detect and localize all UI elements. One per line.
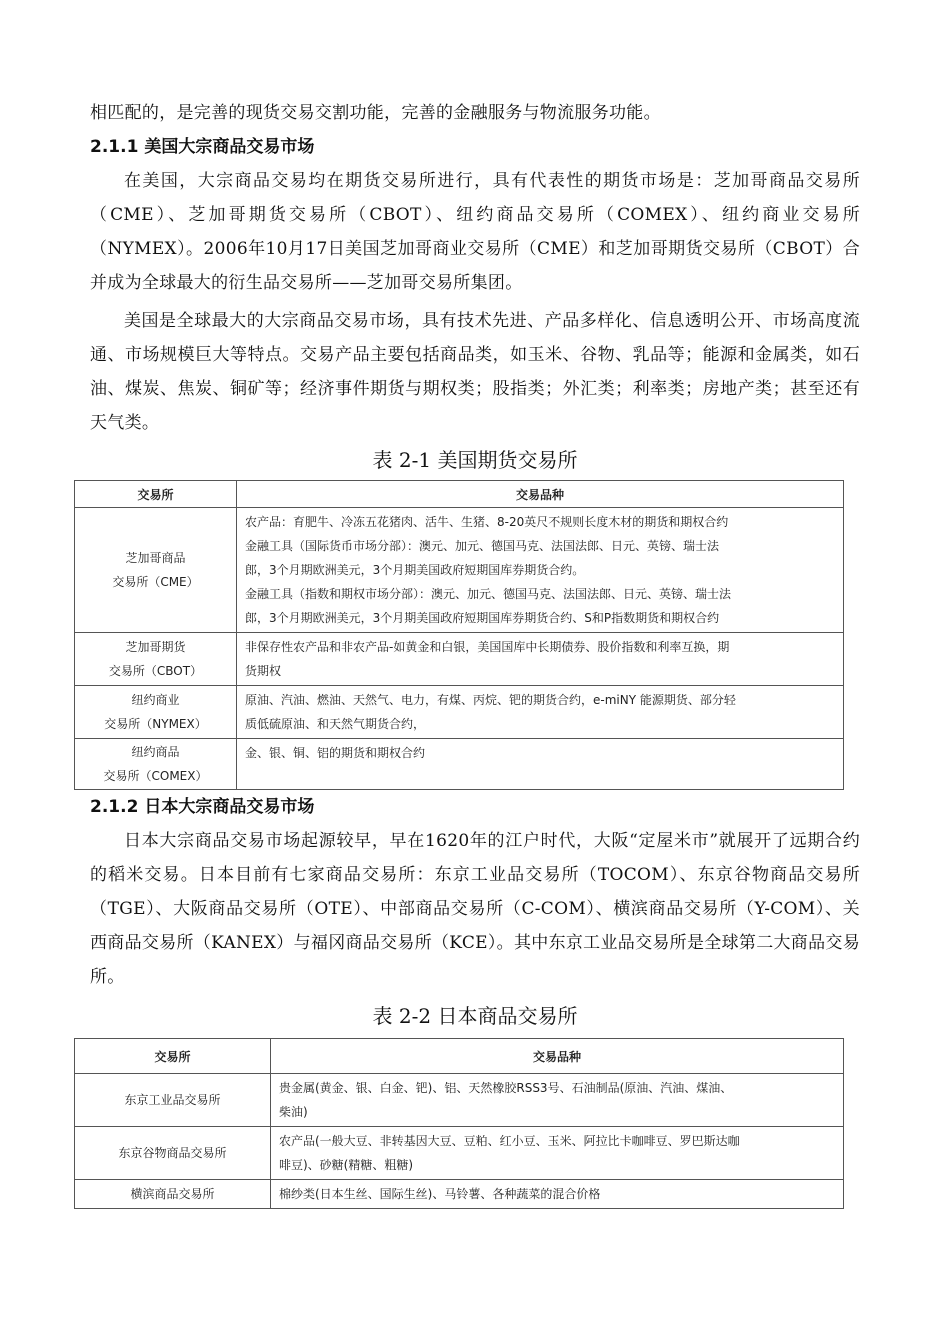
products-line: 金融工具（国际货币市场分部）：澳元、加元、德国马克、法国法郎、日元、英镑、瑞士法 xyxy=(245,539,720,553)
table-row xyxy=(75,508,844,633)
table-header-row xyxy=(75,1039,844,1074)
column-header-exchange: 交易所 xyxy=(75,1039,271,1074)
document-page xyxy=(90,96,860,1209)
column-header-exchange: 交易所 xyxy=(75,481,237,508)
table2-caption: 表 2-2 日本商品交易所 xyxy=(372,1004,578,1028)
exchange-name-line: 交易所（NYMEX） xyxy=(104,717,207,731)
products-cell xyxy=(271,1127,844,1180)
exchange-name-line: 交易所（CME） xyxy=(112,575,199,589)
exchange-name-cell xyxy=(75,739,237,790)
products-line: 郎，3个月期欧洲美元，3个月期美国政府短期国库券期货合约、S和P指数期货和期权合约 xyxy=(245,611,720,625)
jp-paragraph-1: 日本大宗商品交易市场起源较早，早在1620年的江户时代，大阪“定屋米市”就展开了远期合约的稻米交易。日本目前有七家商品交易所：东京工业品交易所（TOCOM）、东京谷物商品交易所（TGE）、大阪商品交易所（OTE）、中部商品交易所（C-COM）、横滨商品交易所（Y-COM）、关西商品交易所（KANEX）与福冈商品交易所（KCE）。其中东京工业品交易所是全球第二大商品交易所。 xyxy=(90,831,860,987)
exchange-name-cell xyxy=(75,633,237,686)
exchange-name-cell xyxy=(75,508,237,633)
exchange-name-cell: 横滨商品交易所 xyxy=(75,1180,271,1209)
us-exchanges-table xyxy=(74,480,844,790)
products-line: 原油、汽油、燃油、天然气、电力，有煤、丙烷、钯的期货合约，e-miNY 能源期货、部分轻 xyxy=(245,693,736,707)
section-heading-us: 2.1.1 美国大宗商品交易市场 xyxy=(90,137,315,157)
us-paragraph-1: 在美国，大宗商品交易均在期货交易所进行，具有代表性的期货市场是：芝加哥商品交易所（CME）、芝加哥期货交易所（CBOT）、纽约商品交易所（COMEX）、纽约商业交易所（NYMEX）。2006年10月17日美国芝加哥商业交易所（CME）和芝加哥期货交易所（CBOT）合并成为全球最大的衍生品交易所——芝加哥交易所集团。 xyxy=(90,171,860,293)
table-row xyxy=(75,739,844,790)
table-row xyxy=(75,1180,844,1209)
products-line: 郎，3个月期欧洲美元，3个月期美国政府短期国库券期货合约。 xyxy=(245,563,585,577)
products-cell xyxy=(271,1074,844,1127)
exchange-name-cell xyxy=(75,686,237,739)
products-line: 棉纱类(日本生丝、国际生丝)、马铃薯、各种蔬菜的混合价格 xyxy=(279,1187,601,1201)
products-cell xyxy=(237,686,844,739)
products-line: 货期权 xyxy=(245,664,282,678)
products-line: 啡豆)、砂糖(精糖、粗糖) xyxy=(279,1158,414,1172)
exchange-name-cell: 东京谷物商品交易所 xyxy=(75,1127,271,1180)
exchange-name-line: 交易所（CBOT） xyxy=(108,664,203,678)
table-row xyxy=(75,1074,844,1127)
products-cell xyxy=(237,739,844,790)
products-line: 柴油) xyxy=(279,1105,308,1119)
products-cell xyxy=(237,633,844,686)
exchange-name-line: 交易所（COMEX） xyxy=(103,769,208,783)
exchange-name-line: 纽约商业 xyxy=(131,693,180,707)
products-line: 农产品：育肥牛、冷冻五花猪肉、活牛、生猪、8-20英尺不规则长度木材的期货和期权合约 xyxy=(245,515,729,529)
column-header-products: 交易品种 xyxy=(271,1039,844,1074)
column-header-products: 交易品种 xyxy=(237,481,844,508)
products-line: 贵金属(黄金、银、白金、钯)、铝、天然橡胶RSS3号、石油制品(原油、汽油、煤油、 xyxy=(279,1081,733,1095)
products-line: 金、银、铜、铝的期货和期权合约 xyxy=(245,746,426,760)
jp-exchanges-table xyxy=(74,1038,844,1209)
table-header-row xyxy=(75,481,844,508)
table-row xyxy=(75,633,844,686)
products-cell xyxy=(271,1180,844,1209)
products-line: 质低硫原油、和天然气期货合约， xyxy=(245,717,426,731)
products-cell xyxy=(237,508,844,633)
exchange-name-line: 纽约商品 xyxy=(131,745,180,759)
products-line: 金融工具（指数和期权市场分部）：澳元、加元、德国马克、法国法郎、日元、英镑、瑞士法 xyxy=(245,587,732,601)
exchange-name-line: 芝加哥期货 xyxy=(125,640,186,654)
products-line: 农产品(一般大豆、非转基因大豆、豆粕、红小豆、玉米、阿拉比卡咖啡豆、罗巴斯达咖 xyxy=(279,1134,740,1148)
table-row xyxy=(75,1127,844,1180)
table-row xyxy=(75,686,844,739)
section-heading-jp: 2.1.2 日本大宗商品交易市场 xyxy=(90,797,315,817)
products-line: 非保存性农产品和非农产品-如黄金和白银，美国国库中长期债券、股价指数和利率互换，期 xyxy=(245,640,730,654)
exchange-name-cell: 东京工业品交易所 xyxy=(75,1074,271,1127)
us-paragraph-2: 美国是全球最大的大宗商品交易市场，具有技术先进、产品多样化、信息透明公开、市场高度流通、市场规模巨大等特点。交易产品主要包括商品类，如玉米、谷物、乳品等；能源和金属类，如石油、煤炭、焦炭、铜矿等；经济事件期货与期权类；股指类；外汇类；利率类；房地产类；甚至还有天气类。 xyxy=(90,311,860,433)
exchange-name-line: 芝加哥商品 xyxy=(125,551,186,565)
table1-caption: 表 2-1 美国期货交易所 xyxy=(372,448,578,472)
intro-paragraph: 相匹配的，是完善的现货交易交割功能，完善的金融服务与物流服务功能。 xyxy=(90,103,661,123)
